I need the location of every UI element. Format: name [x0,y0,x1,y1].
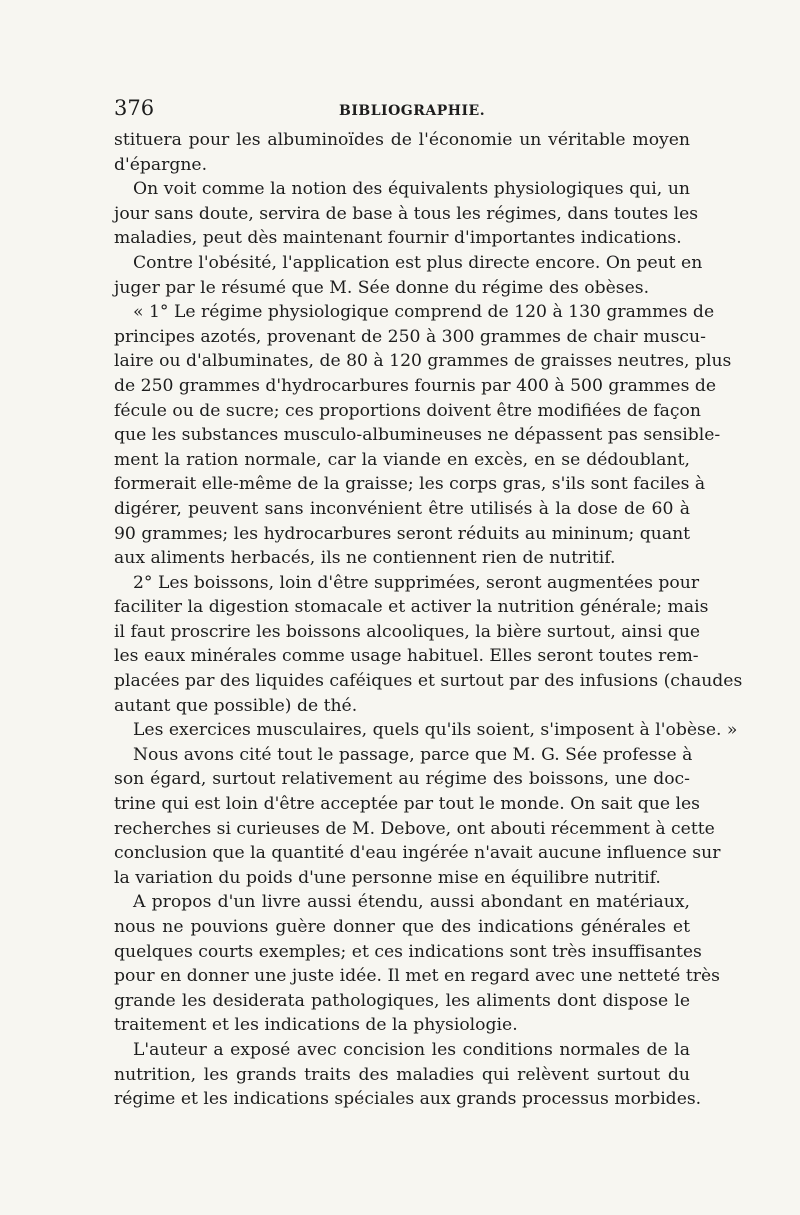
text-line: la variation du poids d'une personne mise en équilibre nutritif. [114,867,661,888]
text-line: de 250 grammes d'hydrocarbures fournis par 400 à 500 grammes de [114,375,717,396]
text-line: fécule ou de sucre; ces proportions doivent être modifiées de façon [114,400,701,421]
text-line: trine qui est loin d'être acceptée par tout le monde. On sait que les [114,794,700,815]
text-line: digérer, peuvent sans inconvénient être utilisés à la dose de 60 à [114,498,690,519]
text-line: pour en donner une juste idée. Il met en regard avec une netteté très [114,966,720,987]
text-line: 2° Les boissons, loin d'être supprimées, seront augmentées pour [133,572,700,593]
text-line: juger par le résumé que M. Sée donne du régime des obèses. [114,277,650,298]
text-line: formerait elle-même de la graisse; les corps gras, s'ils sont faciles à [114,474,706,495]
page-header [114,96,694,126]
text-line: quelques courts exemples; et ces indications sont très insuffisantes [114,941,702,962]
text-line: placées par des liquides caféiques et surtout par des infusions (chaudes [114,671,743,692]
text-line: traitement et les indications de la physiologie. [114,1015,518,1036]
text-line: principes azotés, provenant de 250 à 300 grammes de chair muscu- [114,326,706,347]
text-line: 90 grammes; les hydrocarbures seront réduits au mininum; quant [114,523,691,544]
text-line: laire ou d'albuminates, de 80 à 120 grammes de graisses neutres, plus [114,351,732,372]
text-line: jour sans doute, servira de base à tous les régimes, dans toutes les [114,203,699,224]
text-line: d'épargne. [114,154,208,175]
text-line: recherches si curieuses de M. Debove, ont abouti récemment à cette [114,818,715,839]
text-line: les eaux minérales comme usage habituel. Elles seront toutes rem- [114,646,699,667]
text-line: Nous avons cité tout le passage, parce que M. G. Sée professe à [133,744,693,765]
text-line: Contre l'obésité, l'application est plus directe encore. On peut en [133,252,703,273]
text-line: maladies, peut dès maintenant fournir d'importantes indications. [114,228,682,249]
text-line: On voit comme la notion des équivalents physiologiques qui, un [133,179,690,200]
text-line: conclusion que la quantité d'eau ingérée n'avait aucune influence sur [114,843,721,864]
text-line: grande les desiderata pathologiques, les aliments dont dispose le [114,990,690,1011]
body-text [114,128,743,1112]
text-line: que les substances musculo-albumineuses ne dépassent pas sensible- [114,425,721,446]
text-line: nous ne pouvions guère donner que des indications générales et [114,917,690,937]
text-line: nutrition, les grands traits des maladies qui relèvent surtout du [114,1064,690,1085]
text-line: ment la ration normale, car la viande en excès, en se dédoublant, [114,449,690,470]
text-line: autant que possible) de thé. [114,695,358,716]
page-number: 376 [114,96,155,120]
running-title: BIBLIOGRAPHIE. [339,103,486,119]
text-line: L'auteur a exposé avec concision les conditions normales de la [133,1039,690,1060]
text-line: Les exercices musculaires, quels qu'ils soient, s'imposent à l'obèse. » [133,720,738,741]
text-line: faciliter la digestion stomacale et activer la nutrition générale; mais [114,597,709,618]
text-line: « 1° Le régime physiologique comprend de 120 à 130 grammes de [133,302,715,323]
text-line: régime et les indications spéciales aux grands processus morbides. [114,1089,702,1110]
text-line: son égard, surtout relativement au régime des boissons, une doc- [114,769,690,790]
text-line: stituera pour les albuminoïdes de l'économie un véritable moyen [114,130,690,150]
text-line: il faut proscrire les boissons alcooliques, la bière surtout, ainsi que [114,621,701,642]
text-line: A propos d'un livre aussi étendu, aussi abondant en matériaux, [133,892,690,913]
text-line: aux aliments herbacés, ils ne contiennent rien de nutritif. [114,548,616,569]
